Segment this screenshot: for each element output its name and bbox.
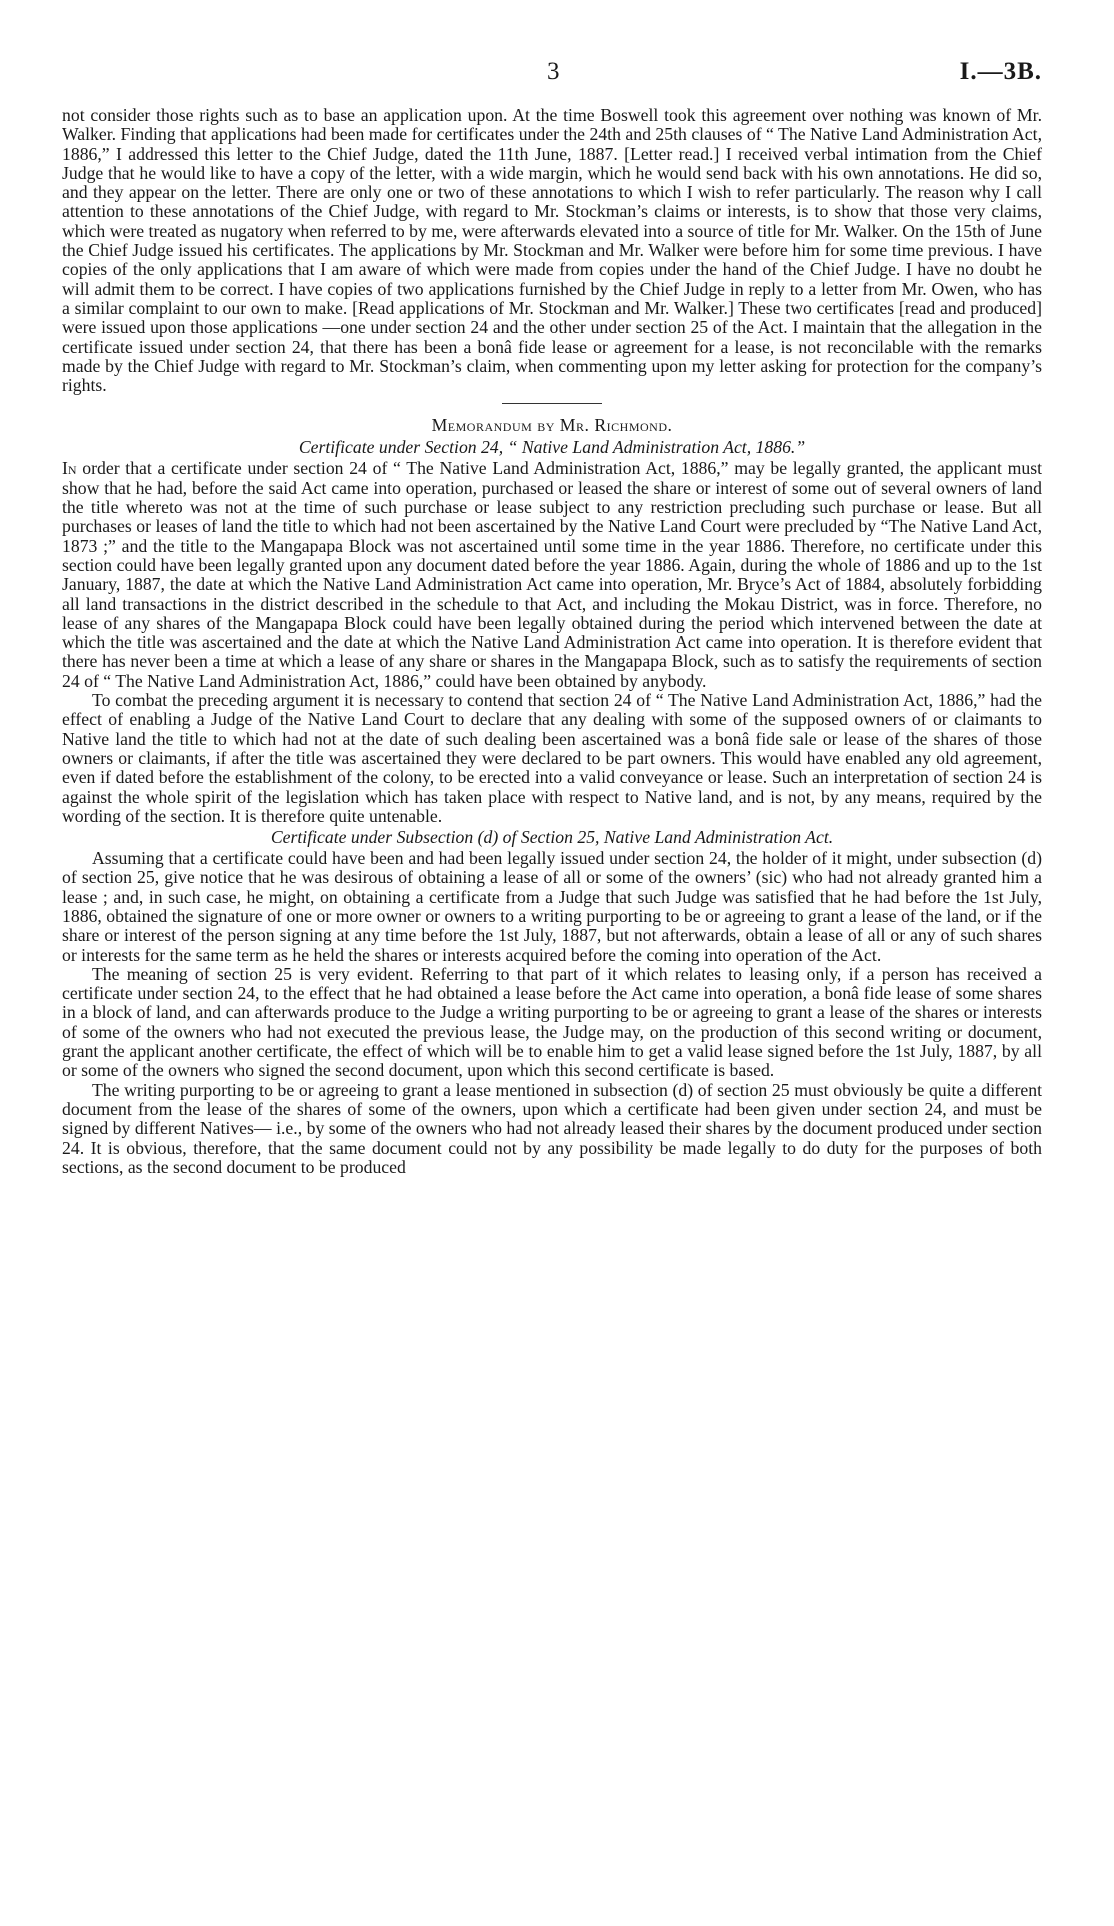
paragraph-continuation: not consider those rights such as to base an application upon. At the time Boswell took this agreement over nothing was known of Mr. Walker. Finding that applications had been made for certificates under the 24th and 25th clauses of “ The Native Land Administration Act, 1886,” I addressed this letter to the Chief Judge, dated the 11th June, 1887. [Letter read.] I received verbal intimation from the Chief Judge that he would like to have a copy of the letter, with a wide margin, which he would send back with his own annotations. He did so, and they appear on the letter. There are only one or two of these annotations to which I wish to refer particularly. The reason why I call attention to these annotations of the Chief Judge, with regard to Mr. Stockman’s claims or interests, is to show that those very claims, which were treated as nugatory when referred to by me, were afterwards elevated into a source of title for Mr. Walker. On the 15th of June the Chief Judge issued his certificates. The applications by Mr. Stockman and Mr. Walker were before him for some time previous. I have copies of the only applications that I am aware of which were made from copies under the hand of the Chief Judge. I have no doubt he will admit them to be correct. I have copies of two applications furnished by the Chief Judge in reply to a letter from Mr. Owen, who has a similar complaint to our own to make. [Read applications of Mr. Stockman and Mr. Walker.] These two certificates [read and produced] were issued upon those applications —one under section 24 and the other under section 25 of the Act. I maintain that the allegation in the certificate issued under section 24, that there has been a bonâ fide lease or agreement for a lease, is not reconcilable with the remarks made by the Chief Judge with regard to Mr. Stockman’s claim, when commenting upon my letter asking for protection for the company’s rights. [62, 105, 1042, 396]
section-divider [502, 403, 602, 404]
document-page [62, 58, 1042, 1177]
document-reference: I.—3B. [959, 58, 1042, 85]
section-24-heading: Certificate under Section 24, “ Native Land Administration Act, 1886.” [298, 437, 806, 458]
paragraph-initial-word: In [62, 458, 77, 479]
paragraph-assuming: Assuming that a certificate could have been and had been legally issued under section 24, the holder of it might, under subsection (d) of section 25, give notice that he was desirous of obtaining a lease of all or some of the owners’ (sic) who had not already granted him a lease ; and, in such case, he might, on obtaining a certificate from a Judge that such Judge was satisfied that he had before the 1st July, 1886, obtained the signature of one or more owner or owners to a writing purporting to be or agreeing to grant a lease of the land, or if the share or interest of the person signing at any time before the 1st July, 1887, but not afterwards, obtain a lease of all or any of such shares or interests for the same term as he held the shares or interests acquired before the coming into operation of the Act. [62, 848, 1042, 965]
paragraph-section-24 [62, 459, 1042, 691]
page-number: 3 [547, 58, 560, 85]
paragraph-counter-argument: To combat the preceding argument it is necessary to contend that section 24 of “ The Native Land Administration Act, 1886,” had the effect of enabling a Judge of the Native Land Court to declare that any dealing with some of the supposed owners of or claimants to Native land the title to which had not at the date of such dealing been ascertained was a bonâ fide sale or lease of the shares of those owners or claimants, if after the title was ascertained they were declared to be part owners. This would have enabled any old agreement, even if dated before the establishment of the colony, to be erected into a valid conveyance or lease. Such an interpretation of section 24 is against the whole spirit of the legislation which has taken place with respect to Native land, and is not, by any means, required by the wording of the section. It is therefore quite untenable. [62, 690, 1042, 826]
paragraph-meaning: The meaning of section 25 is very evident. Referring to that part of it which relates to leasing only, if a person has received a certificate under section 24, to the effect that he had obtained a lease before the Act came into operation, a bonâ fide lease of some shares in a block of land, and can afterwards produce to the Judge a writing purporting to be or agreeing to grant a lease of the shares or interests of some of the owners who had not executed the previous lease, the Judge may, on the production of this second writing or document, grant the applicant another certificate, the effect of which will be to enable him to get a valid lease signed before the 1st July, 1887, by all or some of the owners who signed the second document, upon which this second certificate is based. [62, 963, 1042, 1081]
paragraph-writing: The writing purporting to be or agreeing to grant a lease mentioned in subsection (d) of section 25 must obviously be quite a different document from the lease of the shares of some of the owners, upon which a certificate had been given under section 24, and must be signed by different Natives— i.e., by some of the owners who had not already leased their shares by the document produced under section 24. It is obvious, therefore, that the same document could not by any possibility be made legally to do duty for the purposes of both sections, as the second document to be produced [62, 1079, 1042, 1177]
section-25-heading: Certificate under Subsection (d) of Section 25, Native Land Administration Act. [270, 827, 834, 848]
page-header [62, 58, 1042, 106]
paragraph-section-24-body: order that a certificate under section 24 of “ The Native Land Administration Act, 1886,” may be legally granted, the applicant must show that he had, before the said Act came into operation, purchased or leased the share or interest of some out of several owners of land the title whereto was not at the time of such purchase or lease subject to any restriction precluding such purchase or lease. But all purchases or leases of land the title to which had not been ascertained by the Native Land Court were precluded by “The Native Land Act, 1873 ;” and the title to the Mangapapa Block was not ascertained until some time in the year 1886. Therefore, no certificate under this section could have been legally granted upon any document dated before the year 1886. Again, during the whole of 1886 and up to the 1st January, 1887, the date at which the Native Land Administration Act came into operation, Mr. Bryce’s Act of 1884, absolutely forbidding all land transactions in the district described in the schedule to that Act, and including the Mokau District, was in force. Therefore, no lease of any shares of the Mangapapa Block could have been legally obtained during the period which intervened between the date at which the title was ascertained and the date at which the Native Land Administration Act came into operation. It is therefore evident that there has never been a time at which a lease of any share or shares in the Mangapapa Block, such as to satisfy the requirements of section 24 of “ The Native Land Administration Act, 1886,” could have been obtained by anybody. [62, 458, 1042, 691]
memorandum-heading: Memorandum by Mr. Richmond. [431, 415, 673, 436]
